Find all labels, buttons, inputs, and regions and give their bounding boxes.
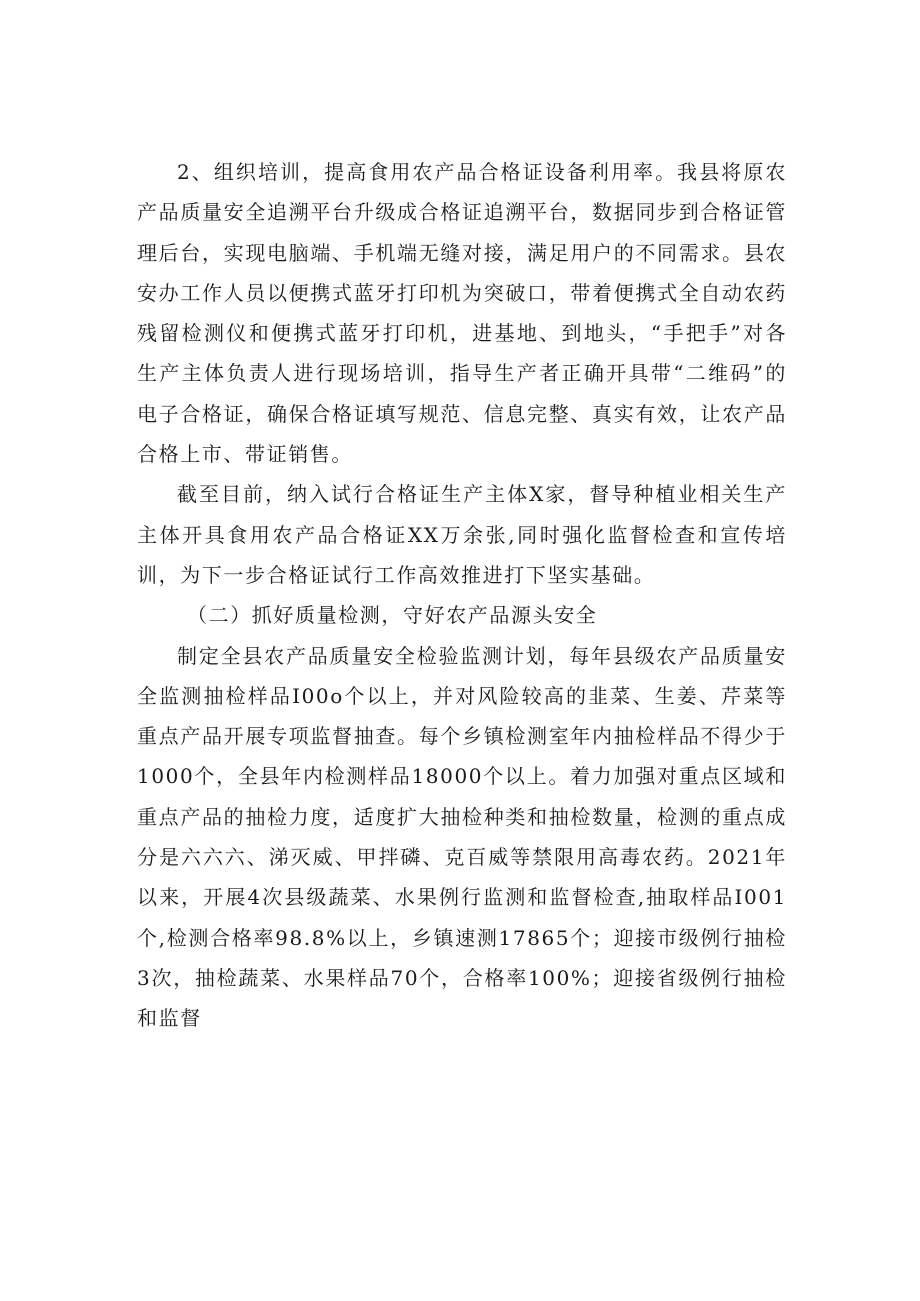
paragraph-testing-plan: 制定全县农产品质量安全检验监测计划，每年县级农产品质量安全监测抽检样品I00o个以上，并对风险较高的韭菜、生姜、芹菜等重点产品开展专项监督抽查。每个乡镇检测室年内抽检样品不得少于1000个，全县年内检测样品18000个以上。着力加强对重点区域和重点产品的抽检力度，适度扩大抽检种类和抽检数量，检测的重点成分是六六六、涕灭威、甲拌磷、克百威等禁限用高毒农药。2021年以来，开展4次县级蔬菜、水果例行监测和监督检查,抽取样品I001个,检测合格率98.8%以上，乡镇速测17865个；迎接市级例行抽检3次，抽检蔬菜、水果样品70个，合格率100%；迎接省级例行抽检和监督: [137, 643, 787, 1031]
paragraph-training: 2、组织培训，提高食用农产品合格证设备利用率。我县将原农产品质量安全追溯平台升级成合格证追溯平台，数据同步到合格证管理后台，实现电脑端、手机端无缝对接，满足用户的不同需求。县农安办工作人员以便携式蓝牙打印机为突破口，带着便携式全自动农药残留检测仪和便携式蓝牙打印机，进基地、到地头，“手把手”对各生产主体负责人进行现场培训，指导生产者正确开具带“二维码”的电子合格证，确保合格证填写规范、信息完整、真实有效，让农产品合格上市、带证销售。: [137, 160, 787, 467]
section-heading-quality-testing: （二）抓好质量检测，守好农产品源头安全: [187, 603, 598, 628]
document-body: [137, 152, 787, 1039]
paragraph-progress: 截至目前，纳入试行合格证生产主体X家，督导种植业相关生产主体开具食用农产品合格证XX万余张,同时强化监督检查和宣传培训，为下一步合格证试行工作高效推进打下坚实基础。: [137, 482, 787, 587]
